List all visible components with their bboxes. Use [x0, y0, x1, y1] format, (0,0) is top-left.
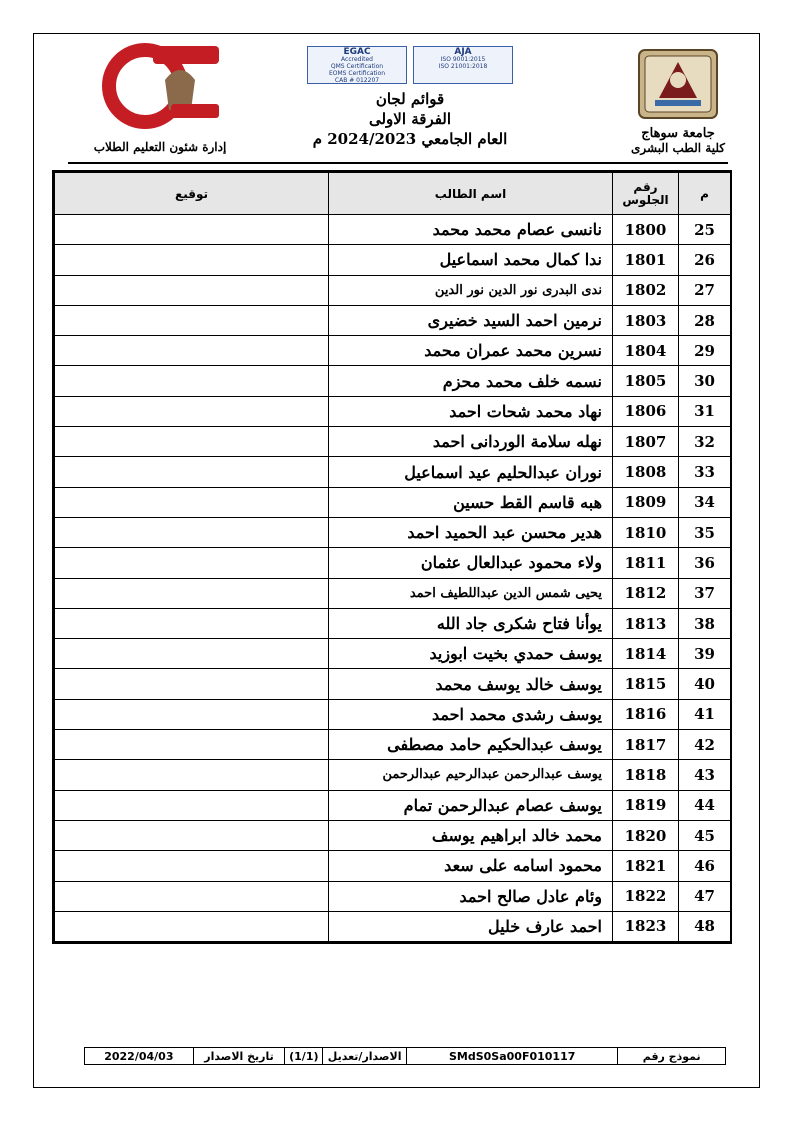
seat-number: 1809 [613, 487, 679, 517]
egac-line2: QMS Certification [330, 63, 384, 70]
seat-number: 1802 [613, 275, 679, 305]
table-row [55, 396, 731, 426]
row-number: 43 [679, 760, 731, 790]
seat-number: 1818 [613, 760, 679, 790]
egac-certificate [307, 46, 407, 84]
signature-cell[interactable] [55, 548, 329, 578]
signature-cell[interactable] [55, 578, 329, 608]
header-student-name: اسم الطالب [329, 173, 613, 215]
egac-line3: EOMS Certification [328, 70, 386, 77]
table-row [55, 487, 731, 517]
signature-cell[interactable] [55, 487, 329, 517]
signature-cell[interactable] [55, 215, 329, 245]
student-name: يوسف عصام عبدالرحمن تمام [329, 790, 613, 820]
row-number: 42 [679, 730, 731, 760]
table-row [55, 911, 731, 941]
table-row [55, 730, 731, 760]
student-name: ندى البدرى نور الدين نور الدين [329, 275, 613, 305]
seat-number: 1801 [613, 245, 679, 275]
version-label: الاصدار/تعديل [322, 1048, 406, 1064]
students-table [52, 170, 732, 944]
table-row [55, 608, 731, 638]
form-footer [84, 1047, 726, 1065]
row-number: 28 [679, 305, 731, 335]
table-row [55, 760, 731, 790]
seat-number: 1814 [613, 639, 679, 669]
seat-number: 1820 [613, 820, 679, 850]
student-name: يحيى شمس الدين عبداللطيف احمد [329, 578, 613, 608]
table-row [55, 457, 731, 487]
table-body [55, 215, 731, 942]
student-name: وئام عادل صالح احمد [329, 881, 613, 911]
signature-cell[interactable] [55, 396, 329, 426]
table-row [55, 669, 731, 699]
signature-cell[interactable] [55, 730, 329, 760]
signature-cell[interactable] [55, 911, 329, 941]
table-row [55, 517, 731, 547]
egac-line4: CAB # 012207 [334, 77, 380, 84]
seat-number: 1817 [613, 730, 679, 760]
student-name: يوسف عبدالرحمن عبدالرحيم عبدالرحمن [329, 760, 613, 790]
table-row [55, 548, 731, 578]
student-name: محمود اسامه على سعد [329, 851, 613, 881]
seat-number: 1816 [613, 699, 679, 729]
table-row [55, 699, 731, 729]
title-committee-lists: قوائم لجان [375, 90, 445, 108]
seat-number: 1813 [613, 608, 679, 638]
seat-number: 1803 [613, 305, 679, 335]
department-block [65, 40, 255, 154]
row-number: 41 [679, 699, 731, 729]
table-header-row [55, 173, 731, 215]
signature-cell[interactable] [55, 851, 329, 881]
student-name: يوسف رشدى محمد احمد [329, 699, 613, 729]
university-logo-icon [635, 48, 721, 120]
faculty-logo-icon [95, 40, 225, 130]
row-number: 30 [679, 366, 731, 396]
student-name: نسمه خلف محمد محزم [329, 366, 613, 396]
signature-cell[interactable] [55, 608, 329, 638]
table-row [55, 275, 731, 305]
faculty-name: كلية الطب البشرى [630, 141, 726, 155]
header-signature: توقيع [55, 173, 329, 215]
seat-number: 1819 [613, 790, 679, 820]
row-number: 27 [679, 275, 731, 305]
student-name: احمد عارف خليل [329, 911, 613, 941]
table-row [55, 820, 731, 850]
table-row [55, 305, 731, 335]
signature-cell[interactable] [55, 639, 329, 669]
signature-cell[interactable] [55, 699, 329, 729]
seat-number: 1806 [613, 396, 679, 426]
seat-number: 1812 [613, 578, 679, 608]
row-number: 38 [679, 608, 731, 638]
egac-line1: Accredited [341, 56, 373, 63]
row-number: 39 [679, 639, 731, 669]
seat-number: 1800 [613, 215, 679, 245]
title-academic-year: العام الجامعي 2024/2023 م [312, 130, 508, 148]
student-name: يوسف عبدالحكيم حامد مصطفى [329, 730, 613, 760]
row-number: 36 [679, 548, 731, 578]
table-row [55, 366, 731, 396]
seat-number: 1823 [613, 911, 679, 941]
seat-number: 1810 [613, 517, 679, 547]
seat-number: 1822 [613, 881, 679, 911]
signature-cell[interactable] [55, 245, 329, 275]
university-name: جامعة سوهاج [641, 126, 715, 141]
university-block [608, 48, 748, 155]
student-name: محمد خالد ابراهيم يوسف [329, 820, 613, 850]
aja-certificate [413, 46, 513, 84]
student-name: يوسف خالد يوسف محمد [329, 669, 613, 699]
seat-number: 1805 [613, 366, 679, 396]
signature-cell[interactable] [55, 820, 329, 850]
signature-cell[interactable] [55, 366, 329, 396]
version-value: (1/1) [284, 1048, 322, 1064]
row-number: 37 [679, 578, 731, 608]
row-number: 29 [679, 336, 731, 366]
row-number: 45 [679, 820, 731, 850]
signature-cell[interactable] [55, 669, 329, 699]
student-name: يوأنا فتاح شكرى جاد الله [329, 608, 613, 638]
aja-line1: ISO 9001:2015 [440, 56, 486, 63]
form-number-value: SMdS0Sa00F010117 [406, 1048, 617, 1064]
header-divider [68, 162, 728, 164]
row-number: 31 [679, 396, 731, 426]
student-name: نوران عبدالحليم عيد اسماعيل [329, 457, 613, 487]
department-name: إدارة شئون التعليم الطلاب [93, 140, 227, 154]
table-row [55, 427, 731, 457]
signature-cell[interactable] [55, 427, 329, 457]
issue-date-label: تاريخ الاصدار [193, 1048, 285, 1064]
table-row [55, 851, 731, 881]
seat-number: 1815 [613, 669, 679, 699]
table-row [55, 245, 731, 275]
aja-title: AJA [454, 47, 472, 57]
signature-cell[interactable] [55, 517, 329, 547]
seat-number: 1811 [613, 548, 679, 578]
seat-number: 1821 [613, 851, 679, 881]
student-name: يوسف حمدي بخيت ابوزيد [329, 639, 613, 669]
table-row [55, 336, 731, 366]
student-name: نسرين محمد عمران محمد [329, 336, 613, 366]
signature-cell[interactable] [55, 305, 329, 335]
row-number: 46 [679, 851, 731, 881]
issue-date-value: 2022/04/03 [104, 1049, 174, 1063]
signature-cell[interactable] [55, 790, 329, 820]
student-name: نرمين احمد السيد خضيرى [329, 305, 613, 335]
signature-cell[interactable] [55, 275, 329, 305]
student-name: ولاء محمود عبدالعال عثمان [329, 548, 613, 578]
row-number: 25 [679, 215, 731, 245]
certification-logos [290, 46, 530, 84]
student-name: نهاد محمد شحات احمد [329, 396, 613, 426]
student-name: هدير محسن عبد الحميد احمد [329, 517, 613, 547]
student-name: نانسى عصام محمد محمد [329, 215, 613, 245]
seat-number: 1804 [613, 336, 679, 366]
signature-cell[interactable] [55, 457, 329, 487]
table-row [55, 790, 731, 820]
title-year-level: الفرقة الاولى [368, 110, 452, 128]
row-number: 34 [679, 487, 731, 517]
signature-cell[interactable] [55, 760, 329, 790]
egac-title: EGAC [343, 47, 371, 57]
table-row [55, 881, 731, 911]
title-block [290, 46, 530, 148]
header-seat-number: رقم الجلوس [613, 173, 679, 215]
header-number: م [679, 173, 731, 215]
seat-number: 1807 [613, 427, 679, 457]
aja-line2: ISO 21001:2018 [438, 63, 488, 70]
table-row [55, 215, 731, 245]
signature-cell[interactable] [55, 881, 329, 911]
row-number: 40 [679, 669, 731, 699]
table-row [55, 639, 731, 669]
seat-number: 1808 [613, 457, 679, 487]
signature-cell[interactable] [55, 336, 329, 366]
table-row [55, 578, 731, 608]
row-number: 44 [679, 790, 731, 820]
student-name: ندا كمال محمد اسماعيل [329, 245, 613, 275]
student-name: نهله سلامة الوردانى احمد [329, 427, 613, 457]
row-number: 32 [679, 427, 731, 457]
row-number: 35 [679, 517, 731, 547]
form-number-label: نموذج رقم [617, 1048, 725, 1064]
student-name: هبه قاسم القط حسين [329, 487, 613, 517]
row-number: 26 [679, 245, 731, 275]
row-number: 47 [679, 881, 731, 911]
row-number: 33 [679, 457, 731, 487]
row-number: 48 [679, 911, 731, 941]
